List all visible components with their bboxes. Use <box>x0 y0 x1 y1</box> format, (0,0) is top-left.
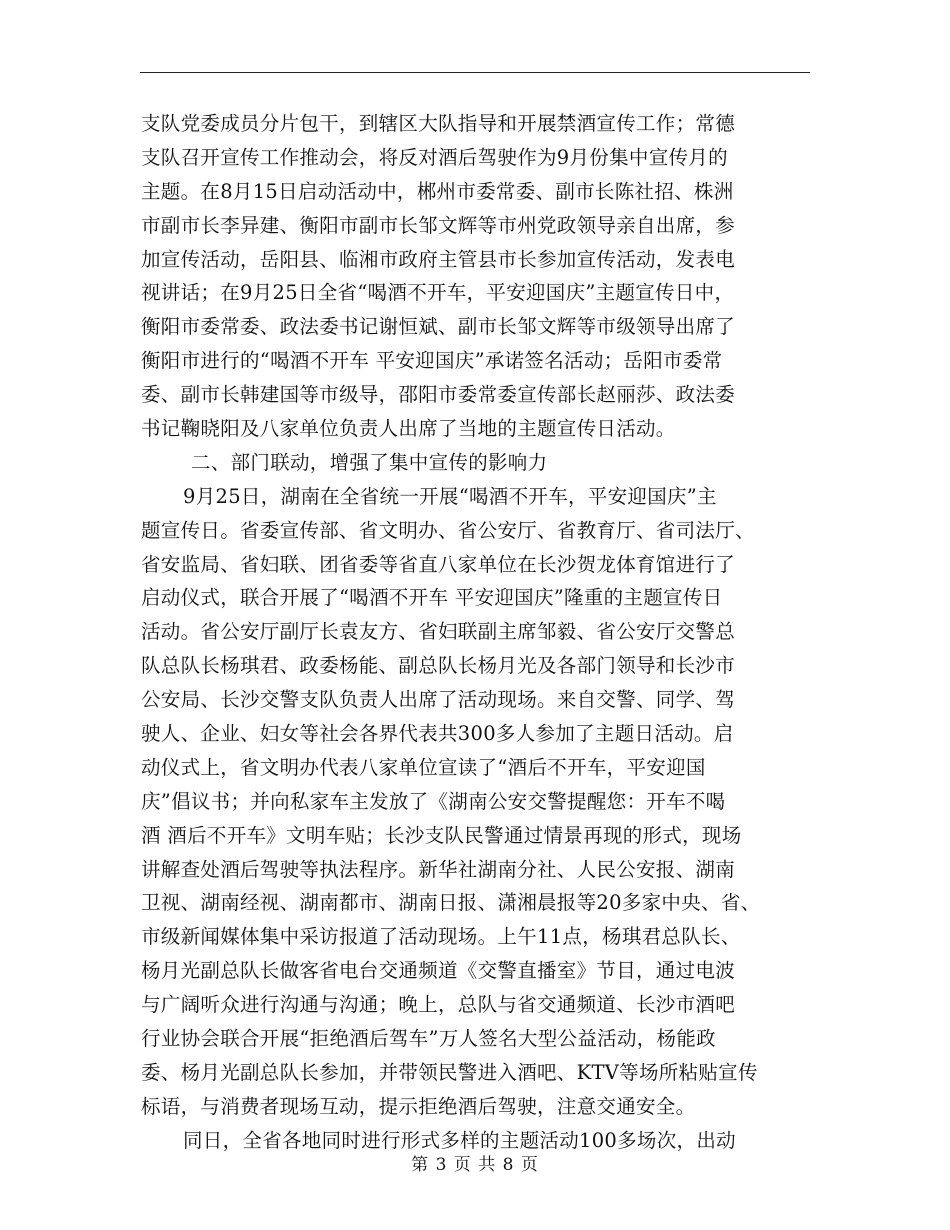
header-rule <box>140 72 810 73</box>
text-line: 公安局、长沙交警支队负责人出席了活动现场。来自交警、同学、驾 <box>141 688 736 712</box>
text-line: 委、副市长韩建国等市级导，邵阳市委常委宣传部长赵丽莎、政法委 <box>141 383 736 407</box>
text-line: 加宣传活动，岳阳县、临湘市政府主管县市长参加宣传活动，发表电 <box>141 247 736 271</box>
text-line: 支队召开宣传工作推动会，将反对酒后驾驶作为9月份集中宣传月的 <box>141 145 728 169</box>
text-line: 市副市长李异建、衡阳市副市长邹文辉等市州党政领导亲自出席，参 <box>141 213 736 237</box>
text-line: 杨月光副总队长做客省电台交通频道《交警直播室》节目，通过电波 <box>141 959 736 983</box>
text-line: 卫视、湖南经视、湖南都市、湖南日报、潇湘晨报等20多家中央、省、 <box>141 891 761 915</box>
text-line: 启动仪式，联合开展了“喝酒不开车 平安迎国庆”隆重的主题宣传日 <box>141 586 723 610</box>
text-line: 庆”倡议书；并向私家车主发放了《湖南公安交警提醒您：开车不喝 <box>141 789 726 813</box>
text-line: 同日，全省各地同时进行形式多样的主题活动100多场次，出动 <box>183 1128 736 1152</box>
section-heading: 二、部门联动，增强了集中宣传的影响力 <box>191 450 548 474</box>
text-line: 队总队长杨琪君、政委杨能、副总队长杨月光及各部门领导和长沙市 <box>141 654 736 678</box>
text-line: 标语，与消费者现场互动，提示拒绝酒后驾驶，注意交通安全。 <box>141 1094 696 1118</box>
text-line: 与广阔听众进行沟通与沟通；晚上，总队与省交通频道、长沙市酒吧 <box>141 993 736 1017</box>
text-line: 书记鞠晓阳及八家单位负责人出席了当地的主题宣传日活动。 <box>141 417 676 441</box>
text-line: 支队党委成员分片包干，到辖区大队指导和开展禁酒宣传工作；常德 <box>141 112 736 135</box>
text-line: 委、杨月光副总队长参加，并带领民警进入酒吧、KTV等场所粘贴宣传 <box>141 1060 758 1084</box>
text-line: 题宣传日。省委宣传部、省文明办、省公安厅、省教育厅、省司法厅、 <box>141 518 755 542</box>
text-line: 省安监局、省妇联、团省委等省直八家单位在长沙贺龙体育馆进行了 <box>141 552 736 576</box>
text-line: 驶人、企业、妇女等社会各界代表共300多人参加了主题日活动。启 <box>141 722 734 746</box>
text-line: 衡阳市委常委、政法委书记谢恒斌、副市长邹文辉等市级领导出席了 <box>141 315 736 339</box>
text-line: 9月25日，湖南在全省统一开展“喝酒不开车，平安迎国庆”主 <box>183 484 717 508</box>
text-line: 主题。在8月15日启动活动中，郴州市委常委、副市长陈社招、株洲 <box>141 179 734 203</box>
text-line: 讲解查处酒后驾驶等执法程序。新华社湖南分社、人民公安报、湖南 <box>141 857 736 881</box>
page-number: 第 3 页 共 8 页 <box>411 1155 539 1175</box>
text-line: 动仪式上，省文明办代表八家单位宣读了“酒后不开车，平安迎国 <box>141 755 706 779</box>
text-line: 行业协会联合开展“拒绝酒后驾车”万人签名大型公益活动，杨能政 <box>141 1027 716 1051</box>
text-line: 市级新闻媒体集中采访报道了活动现场。上午11点，杨琪君总队长、 <box>141 925 741 949</box>
text-line: 衡阳市进行的“喝酒不开车 平安迎国庆”承诺签名活动；岳阳市委常 <box>141 349 723 373</box>
text-line: 视讲话；在9月25日全省“喝酒不开车，平安迎国庆”主题宣传日中， <box>141 281 735 305</box>
text-line: 酒 酒后不开车》文明车贴；长沙支队民警通过情景再现的形式，现场 <box>141 823 742 847</box>
text-line: 活动。省公安厅副厅长袁友方、省妇联副主席邹毅、省公安厅交警总 <box>141 620 736 644</box>
document-body <box>141 107 811 1158</box>
